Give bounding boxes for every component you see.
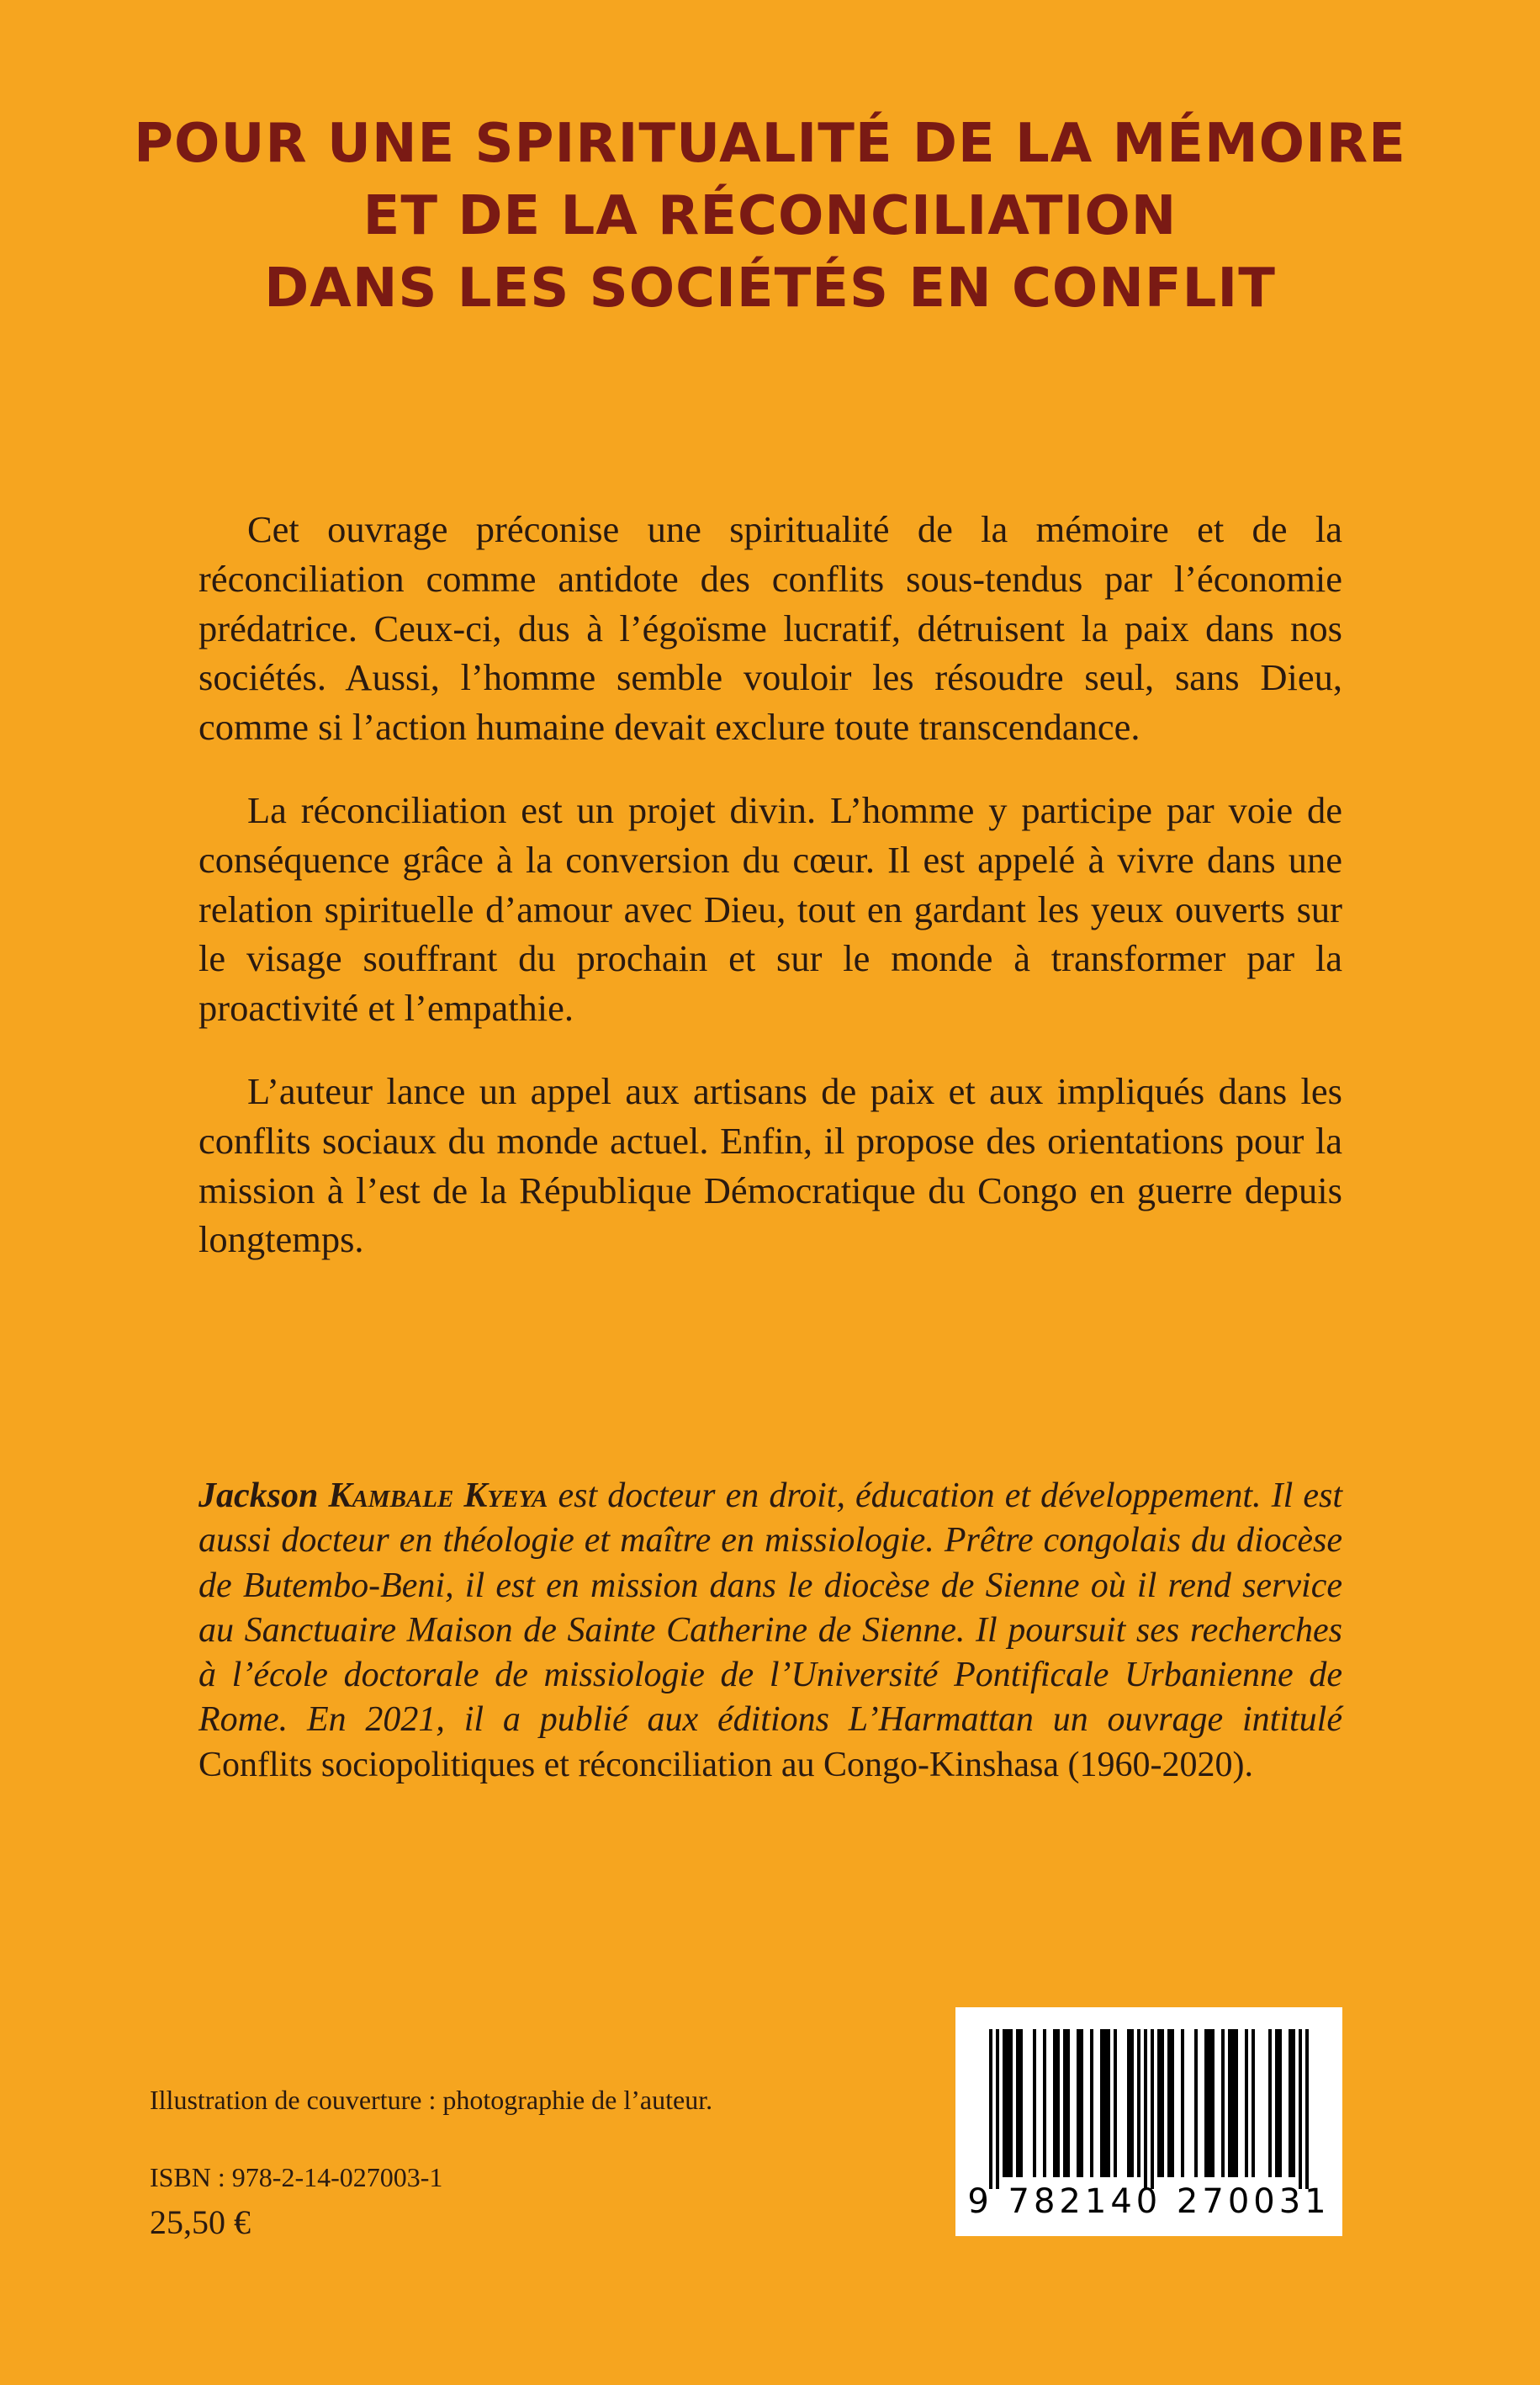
barcode-bar [1252, 2029, 1255, 2177]
barcode-bar [1016, 2029, 1019, 2177]
barcode-bar [1137, 2029, 1140, 2177]
author-first-name: Jackson [198, 1476, 329, 1515]
barcode-bar [1231, 2029, 1235, 2177]
title-line-1: POUR UNE SPIRITUALITÉ DE LA MÉMOIRE [134, 113, 1406, 175]
author-last-name: Kambale Kyeya [328, 1476, 548, 1515]
author-bio [198, 1474, 1342, 1788]
cover-credits: Illustration de couverture : photographie de l’auteur. [150, 2085, 713, 2115]
barcode-bar [1194, 2029, 1198, 2177]
barcode-bar [1245, 2029, 1248, 2177]
barcode-bar [1056, 2029, 1060, 2177]
barcode-bar [1127, 2029, 1130, 2177]
barcode-bar [1268, 2029, 1272, 2177]
barcode-bar [1161, 2029, 1164, 2177]
barcode-bar [1077, 2029, 1080, 2177]
summary-paragraph-1: Cet ouvrage préconise une spiritualité de la mémoire et de la réconciliation comme antidote des conflits sous-tendus par l’économie prédatrice. Ceux-ci, dus à l’égoïsme lucratif, détruisent la paix dans nos sociétés. Aussi, l’homme semble vouloir les résoudre seul, sans Dieu, comme si l’action humaine devait exclure toute transcendance. [198, 508, 1342, 749]
barcode-bar [1006, 2029, 1009, 2177]
barcode-digits: 9 782140 270031 [967, 2182, 1331, 2221]
title-line-3: DANS LES SOCIÉTÉS EN CONFLIT [264, 257, 1276, 320]
barcode-bar [1221, 2029, 1225, 2177]
previous-book-title: Conflits sociopolitiques et réconciliation au Congo-Kinshasa (1960-2020). [198, 1745, 1253, 1784]
barcode-bar [1171, 2029, 1174, 2177]
barcode-bar [1043, 2029, 1046, 2177]
barcode-bar [1100, 2029, 1103, 2177]
barcode-bar [1211, 2029, 1215, 2177]
summary-paragraph-2: La réconciliation est un projet divin. L’homme y participe par voie de conséquence grâce à la conversion du cœur. Il est appelé à vivre dans une relation spirituelle d’amour avec Dieu, tout en gardant les yeux ouverts sur le visage souffrant du prochain et sur le monde à transformer par la proactivité et l’empathie. [198, 788, 1342, 1030]
book-title [0, 108, 1540, 325]
barcode-bar [1090, 2029, 1093, 2177]
barcode-bar [1305, 2029, 1309, 2189]
barcode [955, 2007, 1342, 2236]
barcode-bar [1151, 2029, 1154, 2189]
barcode-bar [1107, 2029, 1110, 2177]
barcode-bar [1053, 2029, 1056, 2177]
summary-text [198, 505, 1342, 1298]
barcode-bar [1019, 2029, 1023, 2177]
barcode-bar [1009, 2029, 1013, 2177]
isbn: ISBN : 978-2-14-027003-1 [150, 2162, 443, 2192]
barcode-bar [1144, 2029, 1147, 2189]
summary-paragraph-3: L’auteur lance un appel aux artisans de paix et aux impliqués dans les conflits sociaux du monde actuel. Enfin, il propose des orientations pour la mission à l’est de la République Démocratique du Congo en guerre depuis longtemps. [198, 1069, 1342, 1261]
author-name [198, 1476, 548, 1515]
barcode-bar [1167, 2029, 1171, 2177]
barcode-bar [1181, 2029, 1184, 2177]
barcode-bar [1157, 2029, 1161, 2177]
barcode-bar [1130, 2029, 1134, 2177]
barcode-bar [1228, 2029, 1231, 2177]
price: 25,50 € [150, 2203, 251, 2241]
barcode-bar [1275, 2029, 1278, 2177]
barcode-bar [1208, 2029, 1211, 2177]
barcode-bar [1103, 2029, 1107, 2177]
barcode-bar [1114, 2029, 1117, 2177]
barcode-bar [1278, 2029, 1282, 2177]
barcode-bar [1063, 2029, 1066, 2177]
barcode-bar [989, 2029, 992, 2189]
title-line-2: ET DE LA RÉCONCILIATION [363, 185, 1177, 247]
barcode-bar [1066, 2029, 1070, 2177]
author-bio-text: est docteur en droit, éducation et développement. Il est aussi docteur en théologie et maître en missiologie. Prêtre congolais du diocèse de Butembo-Beni, il est en mission dans le diocèse de Sienne où il rend service au Sanctuaire Maison de Sainte Catherine de Sienne. Il poursuit ses recherches à l’école doctorale de missiologie de l’Université Pontificale Urbanienne de Rome. En 2021, il a publié aux éditions L’Harmattan un ouvrage intitulé [198, 1476, 1342, 1740]
barcode-bar [996, 2029, 999, 2189]
barcode-bar [1235, 2029, 1238, 2177]
barcode-bar [1080, 2029, 1083, 2177]
barcode-bar [1292, 2029, 1295, 2177]
barcode-bar [1299, 2029, 1302, 2189]
barcode-bar [1033, 2029, 1036, 2177]
barcode-bar [1003, 2029, 1006, 2177]
barcode-bar [1289, 2029, 1292, 2177]
barcode-bar [1204, 2029, 1208, 2177]
